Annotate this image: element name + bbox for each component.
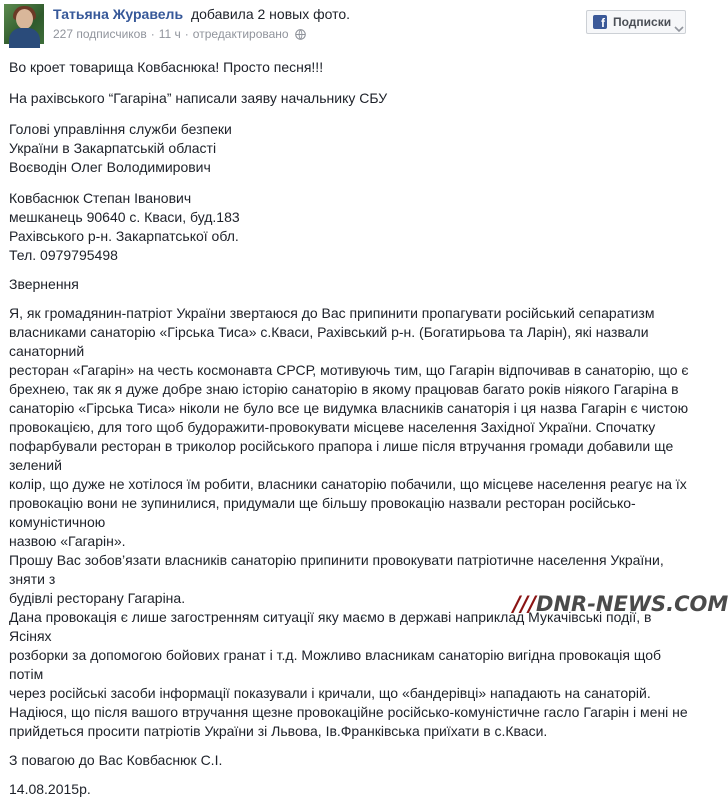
post-text-line: ресторан «Гагарін» на честь космонавта СРСР, мотивуючь тим, що Гагарін відпочивав в санаторію, що є xyxy=(9,362,689,378)
post-text-line: санаторію «Гірська Тиса» ніколи не було все це видумка власників санаторія і ця назва Гагарін є чистою xyxy=(9,400,689,416)
post-text-line: прийдеться просити патріотів України зі Львова, Ів.Франківська приїхати в с.Кваси. xyxy=(9,723,548,739)
edited-label[interactable]: отредактировано xyxy=(192,27,289,41)
post-text-line: Рахівського р-н. Закарпатської обл. xyxy=(9,228,239,244)
post-text-line: брехнею, так як я дуже добре знаю історію санаторію в якому працював багато років ніякого Гагаріна в xyxy=(9,381,679,397)
post-action-text[interactable]: добавила 2 новых фото. xyxy=(190,6,351,22)
post-text-line: розборки за допомогою бойових гранат і т.д. Можливо власникам санаторію вигідна провокація щоб потім xyxy=(9,647,662,682)
author-line xyxy=(53,6,350,22)
post-header xyxy=(0,0,700,50)
follow-button-label: Подписки xyxy=(613,15,672,29)
post-text-line: З повагою до Вас Ковбаснюк С.І. xyxy=(9,752,223,768)
post-text-line: провокацією, для того щоб будоражити-провокувати місцеве населення Західної України. Спочатку xyxy=(9,419,656,435)
post-text-line: будівлі ресторану Гагаріна. xyxy=(9,590,186,606)
post-text-line: На рахівського “Гагаріна” написали заяву начальнику СБУ xyxy=(9,90,388,106)
post-text-line: мешканець 90640 с. Кваси, буд.183 xyxy=(9,209,240,225)
post-text-line: Ковбаснюк Степан Іванович xyxy=(9,190,192,206)
post-text-line: України в Закарпатській області xyxy=(9,140,217,156)
post-text-line: Я, як громадянин-патріот України звертаюся до Вас припинити пропагувати російський сепаратизм xyxy=(9,305,655,321)
post-body xyxy=(9,58,695,799)
post-text-line: Дана провокація є лише загостренням ситуації яку маємо в державі наприклад Мукачівські події, в Ясінях xyxy=(9,609,652,644)
post-text-line: колір, що дуже не хотілося їм робити, власники санаторію побачили, що місцеве населення реагує на їх xyxy=(9,476,687,492)
post-meta: 227 подписчиков · 11 ч · отредактировано xyxy=(53,27,306,41)
post-text-line: Звернення xyxy=(9,276,79,292)
post-text-line: провокацію вони не зупинилися, придумали ще більшу провокацію назвали ресторан російсько-комуністичною xyxy=(9,495,636,530)
post-text-line: пофарбували ресторан в триколор російського прапора і лише після втручання громади добавили ще зелений xyxy=(9,438,674,473)
chevron-down-icon[interactable] xyxy=(674,24,684,34)
watermark-logo: ///DNR-NEWS.COM xyxy=(513,592,728,616)
post-text-line: Прошу Вас зобов’язати власників санаторію припинити провокувати патріотичне населення України, зняти з xyxy=(9,552,664,587)
post-text-line: 14.08.2015р. xyxy=(9,781,91,797)
post-text-line: Тел. 0979795498 xyxy=(9,247,118,263)
facebook-icon: f xyxy=(593,15,607,29)
follow-button[interactable] xyxy=(586,10,686,34)
author-name-link[interactable]: Татьяна Журавель xyxy=(53,6,184,22)
avatar[interactable] xyxy=(4,4,44,44)
post-text-line: Воєводін Олег Володимирович xyxy=(9,159,211,175)
post-text-line: Надіюся, що після вашого втручання щезне провокаційне російсько-комуністичне гасло Гагарін і мені не xyxy=(9,704,688,720)
post-text-line: Во кроет товарища Ковбаснюка! Просто песня!!! xyxy=(9,59,324,75)
post-text-line: назвою «Гагарін». xyxy=(9,533,126,549)
subscriber-count[interactable]: 227 подписчиков xyxy=(53,27,147,41)
post-time-link[interactable]: 11 ч xyxy=(158,27,181,41)
globe-icon[interactable] xyxy=(295,29,306,40)
post-text-line: власниками санаторію «Гірська Тиса» с.Кваси, Рахівський р-н. (Богатирьова та Ларін), які назвали санаторний xyxy=(9,324,649,359)
post-text-line: через російські засоби інформації показували і кричали, що «бандерівці» нападають на санаторій. xyxy=(9,685,651,701)
post-text-line: Голові управління служби безпеки xyxy=(9,121,232,137)
